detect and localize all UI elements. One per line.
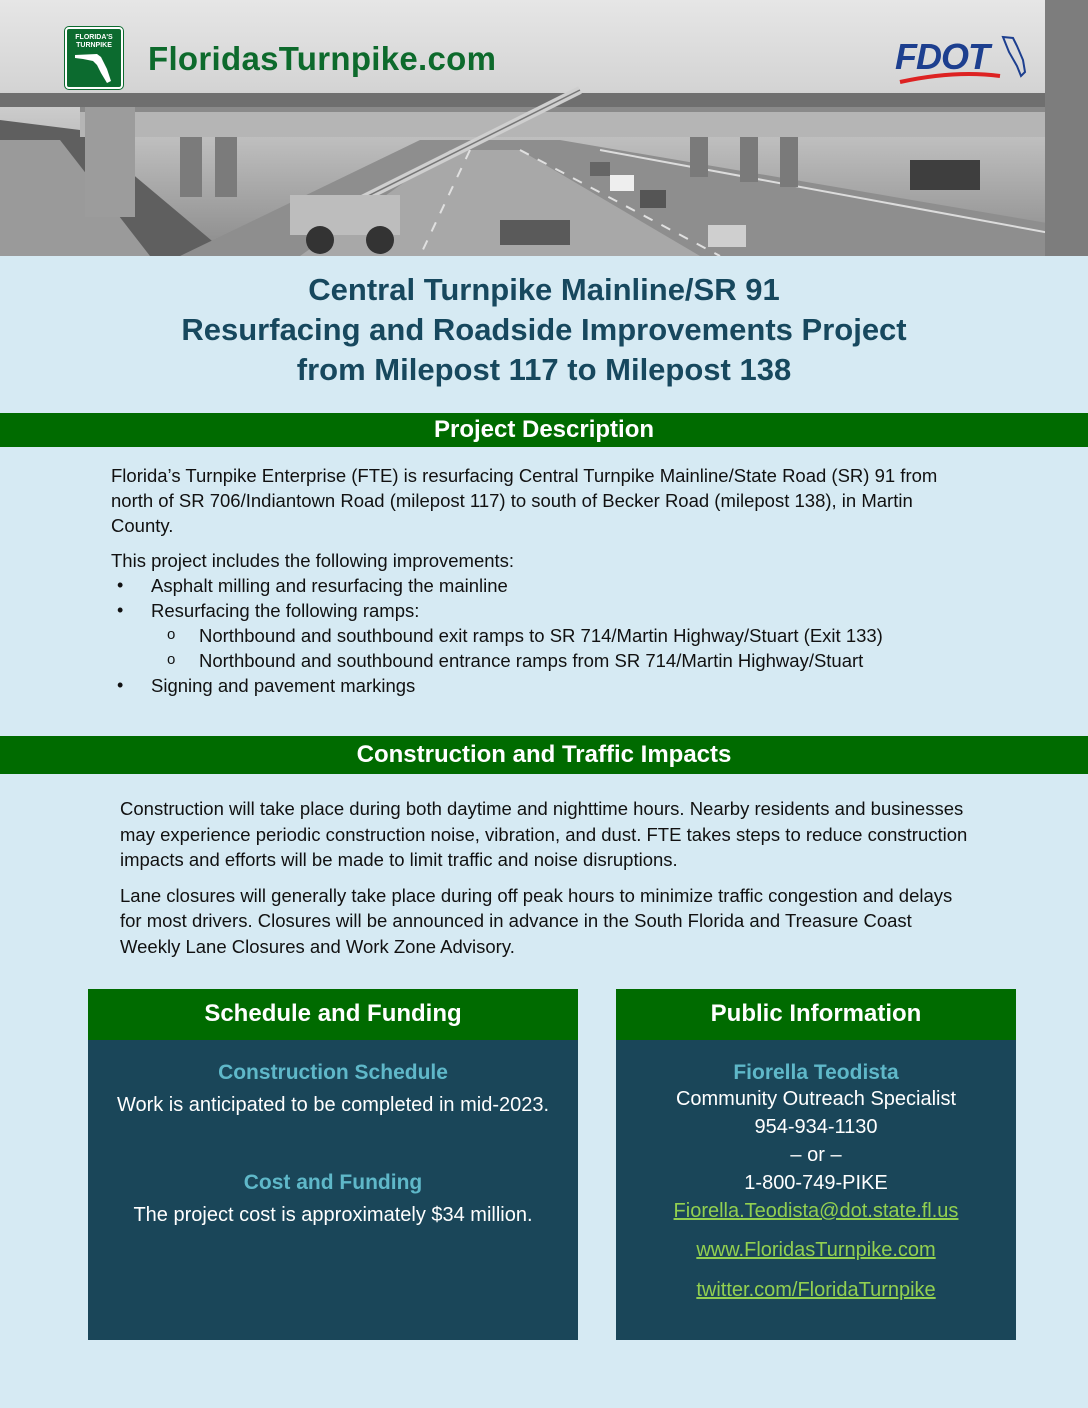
schedule-funding-heading: Schedule and Funding [88, 989, 578, 1040]
project-description-paragraph: Florida’s Turnpike Enterprise (FTE) is resurfacing Central Turnpike Mainline/State Road (SR) 91 from north of SR 706/Indiantown Road (milepost 117) to south of Becker Road (milepost 138), in Martin County. [111, 465, 938, 536]
construction-paragraph-1: Construction will take place during both daytime and nighttime hours. Nearby residents and businesses may experience periodic construction noise, vibration, and dust. FTE takes steps to reduce construction impacts and efforts will be made to limit traffic and noise disruptions. [120, 798, 968, 870]
florida-turnpike-logo [65, 27, 123, 89]
public-information-box [616, 989, 1016, 1340]
contact-name: Fiorella Teodista [733, 1061, 899, 1084]
contact-or: – or – [790, 1144, 842, 1166]
construction-schedule-text: Work is anticipated to be completed in mid-2023. [116, 1094, 550, 1116]
contact-role: Community Outreach Specialist [675, 1088, 957, 1110]
construction-schedule-title: Construction Schedule [218, 1061, 448, 1084]
construction-section [120, 796, 970, 969]
improvements-list [111, 573, 971, 698]
title-line-3: from Milepost 117 to Milepost 138 [296, 352, 792, 387]
fdot-logo-text: FDOT [895, 36, 989, 77]
contact-phone: 954-934-1130 [754, 1116, 878, 1138]
header-banner [0, 0, 1088, 256]
list-item: • Asphalt milling and resurfacing the mainline [111, 573, 971, 598]
construction-paragraph-2: Lane closures will generally take place during off peak hours to minimize traffic congestion and delays for most drivers. Closures will be announced in advance in the South Florida and Treasure Coast Weekly Lane Closures and Work Zone Advisory. [120, 884, 953, 957]
site-title: FloridasTurnpike.com [148, 40, 497, 77]
schedule-funding-box [88, 989, 578, 1340]
title-line-2: Resurfacing and Roadside Improvements Project [181, 312, 907, 347]
turnpike-logo-text: FLORIDA'S TURNPIKE [75, 34, 113, 49]
list-item: • Signing and pavement markings [111, 673, 971, 698]
contact-email-link[interactable]: Fiorella.Teodista@dot.state.fl.us [673, 1200, 959, 1222]
cost-funding-title: Cost and Funding [243, 1171, 423, 1194]
page-title [0, 270, 1088, 390]
twitter-link[interactable]: twitter.com/FloridaTurnpike [696, 1279, 936, 1301]
website-link[interactable]: www.FloridasTurnpike.com [696, 1239, 936, 1261]
improvements-intro: This project includes the following improvements: [111, 550, 515, 571]
construction-heading: Construction and Traffic Impacts [0, 736, 1088, 774]
title-line-1: Central Turnpike Mainline/SR 91 [308, 272, 780, 307]
cost-funding-text: The project cost is approximately $34 million. [133, 1204, 533, 1226]
project-description-heading: Project Description [0, 413, 1088, 447]
fdot-logo [895, 32, 1030, 92]
project-description-section [111, 463, 971, 698]
list-item: o Northbound and southbound entrance ramps from SR 714/Martin Highway/Stuart [111, 648, 971, 673]
florida-state-icon [67, 29, 121, 87]
list-item: • Resurfacing the following ramps: [111, 598, 971, 623]
public-information-heading: Public Information [616, 989, 1016, 1040]
contact-toll-free: 1-800-749-PIKE [744, 1172, 888, 1194]
list-item: o Northbound and southbound exit ramps to SR 714/Martin Highway/Stuart (Exit 133) [111, 623, 971, 648]
